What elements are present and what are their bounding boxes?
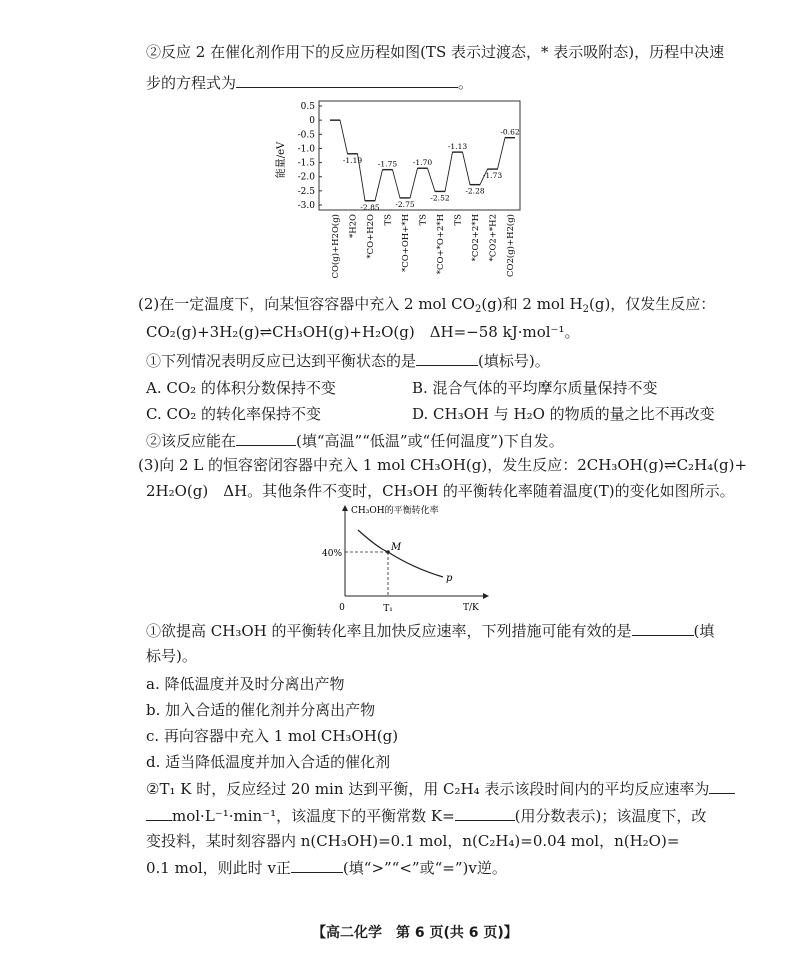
energy-y-tick-label: -1.0 [297,144,315,155]
q3-p2d [146,857,507,878]
energy-level-label: -2.75 [395,199,415,209]
conv-x-axis-label: T/K [463,603,479,613]
q2-sub1-text: ①下列情况表明反应已达到平衡状态的是 [146,352,417,370]
energy-y-axis-label: 能量/eV [276,141,287,179]
energy-level-label: -1.73 [482,171,503,181]
conversion-curve [358,530,443,577]
conversion-chart [318,498,498,618]
q2-equation: CO₂(g)+3H₂(g)⇌CH₃OH(g)+H₂O(g) ΔH=−58 kJ·mol⁻¹。 [146,323,580,341]
q3-option-d: d. 适当降低温度并加入合适的催化剂 [146,753,391,771]
energy-x-label: *H2O [348,214,359,239]
answer-blank-equilibrium[interactable] [416,350,478,366]
energy-level-label: -1.19 [342,155,363,165]
page-footer: 【高二化学 第 6 页(共 6 页)】 [312,925,518,941]
point-m-label: M [391,542,402,553]
q3-p1a-text: ①欲提高 CH₃OH 的平衡转化率且加快反应速率，下列措施可能有效的是 [146,622,632,640]
energy-x-label: TS [453,214,464,226]
q3-p2c: 变投料，某时刻容器内 n(CH₃OH)=0.1 mol，n(C₂H₄)=0.04 mol，n(H₂O)= [146,832,680,850]
q3-p2d-text-1: 0.1 mol，则此时 v正 [146,859,291,877]
q3-intro-2: 2H₂O(g) ΔH。其他条件不变时，CH₃OH 的平衡转化率随着温度(T)的变化如图所示。 [146,482,735,500]
q3-option-c: c. 再向容器中充入 1 mol CH₃OH(g) [146,727,399,745]
q2-sub1-end: (填标号)。 [478,352,550,370]
energy-x-label: *CO+*O+2*H [436,214,446,275]
q3-p2a-text: ②T₁ K 时，反应经过 20 min 达到平衡，用 C₂H₄ 表示该段时间内的平均反应速率为 [146,780,710,798]
energy-y-tick-label: 0.5 [300,102,315,112]
energy-level-label: -0.62 [500,127,520,137]
energy-level-label: -2.28 [465,186,485,196]
q3-option-a: a. 降低温度并及时分离出产物 [146,675,345,693]
energy-x-label: CO2(g)+H2(g) [506,214,516,277]
energy-y-tick-label: -2.5 [297,186,315,197]
q2-intro: (2)在一定温度下，向某恒容容器中充入 2 mol $CO_2(g)$和 2 mol $H_2(g)$，仅发生反应： [138,295,716,315]
energy-level-label: -2.52 [430,193,450,203]
q2-intro-b: (g)和 2 mol H [481,295,583,313]
energy-level-label: -1.70 [412,158,433,168]
point-m-marker [386,550,390,554]
q3-p1b: 标号)。 [146,647,197,665]
energy-y-tick-label: -3.0 [297,201,315,211]
energy-x-label: *CO+H2O [366,214,376,259]
q2-sub2 [146,430,564,451]
energy-x-label: *CO2+*H2 [488,214,499,262]
answer-blank-rate-step[interactable] [236,72,458,88]
energy-y-tick-label: -2.0 [297,172,315,183]
q3-intro: (3)向 2 L 的恒容密闭容器中充入 1 mol CH₃OH(g)，发生反应：2CH₃OH(g)⇌C₂H₄(g)+ [138,456,748,474]
answer-blank-rate-b[interactable] [146,805,172,821]
q2-option-c: C. CO₂ 的转化率保持不变 [146,405,322,423]
q3-p2a [146,778,735,799]
q1-2-suffix: 。 [458,74,474,92]
conv-y-axis-label: CH₃OH的平衡转化率 [351,506,439,516]
energy-x-label: *CO+OH+*H [401,214,411,273]
energy-level-label: -2.85 [360,202,380,212]
q2-sub2-end: (填“高温”“低温”或“任何温度”)下自发。 [296,432,564,450]
q2-option-b: B. 混合气体的平均摩尔质量保持不变 [412,379,658,397]
q3-option-b: b. 加入合适的催化剂并分离出产物 [146,701,376,719]
answer-blank-spontaneous[interactable] [236,430,296,446]
energy-y-tick-label: -1.5 [297,158,315,169]
energy-level-label: -1.13 [447,142,468,152]
q3-p2d-text-2: (填“>”“<”或“=”)v逆。 [342,859,507,877]
energy-diagram [270,96,530,288]
point-p-label: p [446,573,453,584]
answer-blank-compare[interactable] [291,857,343,873]
q2-option-a: A. CO₂ 的体积分数保持不变 [146,379,336,397]
energy-level-label: -1.75 [377,159,398,169]
q3-p1a [146,620,714,641]
q3-p2b [146,805,706,826]
q2-intro-a: (2)在一定温度下，向某恒容容器中充入 2 mol CO [138,295,475,313]
q3-p2b-text-1: mol·L⁻¹·min⁻¹，该温度下的平衡常数 K= [172,807,455,825]
q1-2-text-b [146,72,473,93]
conv-origin-label: 0 [339,603,345,613]
q3-p1a-end: (填 [693,622,715,640]
q2-sub2-text: ②该反应能在 [146,432,237,450]
conv-t1-label: T₁ [383,604,393,614]
q2-option-d: D. CH₃OH 与 H₂O 的物质的量之比不再改变 [412,405,715,423]
answer-blank-k[interactable] [455,805,515,821]
energy-x-label: TS [383,214,394,226]
answer-blank-measures[interactable] [632,620,694,636]
q2-intro-c: (g)，仅发生反应： [588,295,716,313]
energy-y-tick-label: 0 [309,116,315,127]
q1-2-prefix: 步的方程式为 [146,74,237,92]
energy-x-label: CO(g)+H2O(g) [331,214,341,279]
q2-sub1 [146,350,550,371]
q1-2-text-a: ②反应 2 在催化剂作用下的反应历程如图(TS 表示过渡态，* 表示吸附态)，历程中决速 [146,43,725,61]
conv-y-40-label: 40% [322,549,343,559]
energy-x-label: TS [418,214,429,226]
answer-blank-rate-a[interactable] [709,778,735,794]
energy-x-label: *CO2+2*H [471,214,481,262]
q3-p2b-text-2: (用分数表示)；该温度下，改 [514,807,707,825]
energy-y-tick-label: -0.5 [297,130,315,141]
